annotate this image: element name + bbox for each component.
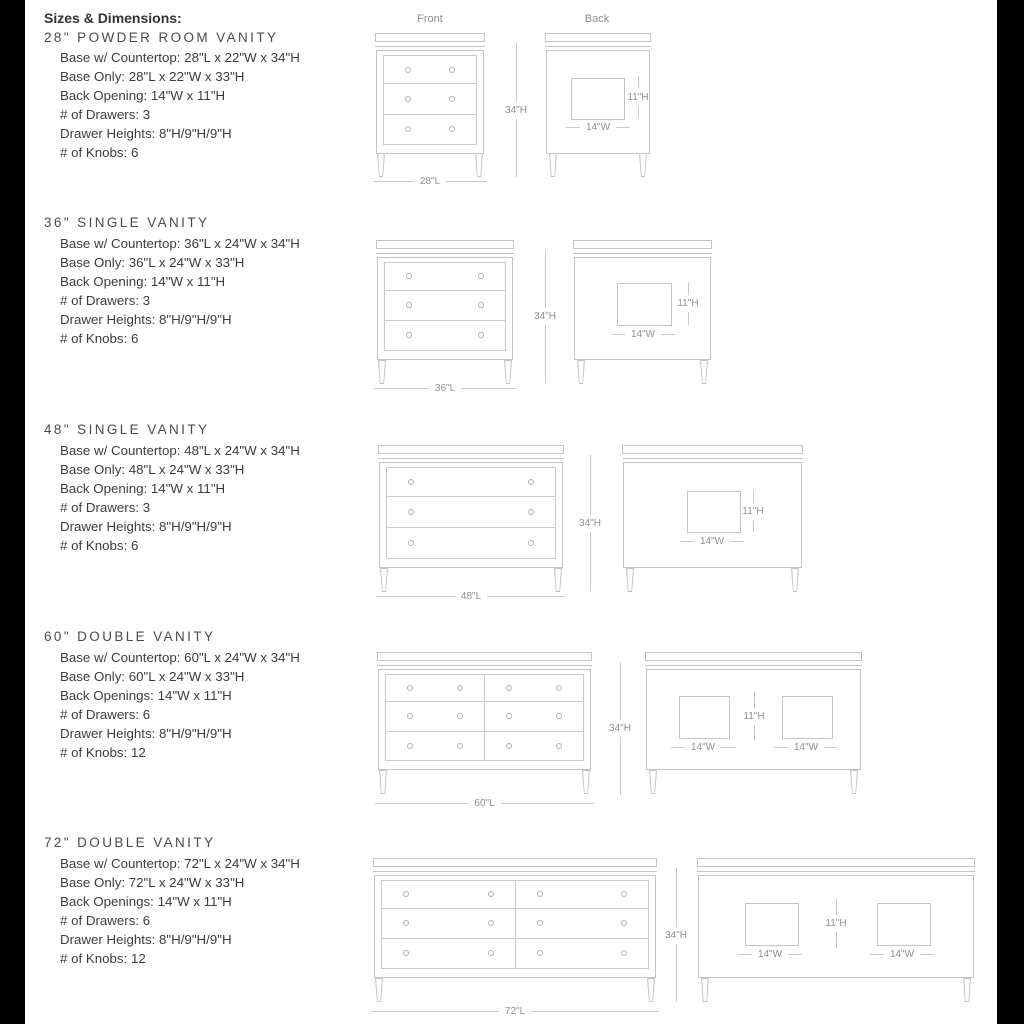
height-dimension <box>501 43 531 177</box>
sheet-heading: Sizes & Dimensions: <box>44 10 182 26</box>
cabinet-body <box>379 462 563 568</box>
drawer-front <box>385 321 505 350</box>
drawer-row <box>384 83 476 113</box>
leg <box>504 360 512 384</box>
countertop <box>622 445 803 454</box>
leg <box>475 153 483 177</box>
leg <box>700 360 708 384</box>
countertop-edge <box>645 665 862 666</box>
spec-line: # of Knobs: 6 <box>60 331 139 346</box>
height-dimension <box>661 868 691 1002</box>
spec-line: Base w/ Countertop: 72"L x 24"W x 34"H <box>60 856 300 871</box>
height-dimension-label: 34"H <box>534 311 556 322</box>
drawer-row <box>386 731 583 760</box>
drawer-front <box>386 675 484 701</box>
spec-line: # of Knobs: 12 <box>60 745 146 760</box>
opening-height-dimension <box>821 899 851 948</box>
drawer-row <box>385 320 505 350</box>
spec-line: # of Drawers: 3 <box>60 293 151 308</box>
spec-line: # of Drawers: 3 <box>60 107 151 122</box>
cabinet-body <box>374 875 656 978</box>
length-dimension <box>374 382 516 395</box>
drawer-front <box>382 939 515 968</box>
leg <box>582 770 590 794</box>
spec-line: Drawer Heights: 8"H/9"H/9"H <box>60 726 232 741</box>
leg <box>649 770 657 794</box>
height-dimension <box>530 250 560 383</box>
opening-height-dimension <box>673 282 703 325</box>
opening-width-label: 14"W <box>889 949 915 960</box>
length-dimension <box>375 797 594 810</box>
drawer-row <box>382 938 648 968</box>
spec-line: Back Opening: 14"W x 11"H <box>60 88 226 103</box>
countertop-edge <box>697 871 975 872</box>
leg <box>554 568 562 592</box>
view-label-back: Back <box>584 13 610 25</box>
spec-list <box>60 234 300 348</box>
back-opening <box>571 78 625 120</box>
length-dimension-label: 36"L <box>434 383 456 394</box>
countertop <box>545 33 651 42</box>
drawer-panel <box>386 467 556 559</box>
back-opening <box>745 903 799 946</box>
length-dimension <box>371 1005 659 1018</box>
opening-height-dimension <box>739 692 769 740</box>
opening-width-label: 14"W <box>757 949 783 960</box>
drawer-front <box>515 939 649 968</box>
drawer-front <box>515 881 649 908</box>
leg <box>963 978 971 1002</box>
drawer-front <box>385 291 505 320</box>
front-view <box>377 652 592 794</box>
drawer-front <box>484 675 583 701</box>
countertop-edge <box>373 871 657 872</box>
height-dimension <box>575 455 605 591</box>
opening-width-dimension <box>566 121 630 134</box>
opening-width-dimension <box>738 948 802 961</box>
spec-line: # of Knobs: 6 <box>60 538 139 553</box>
drawer-front <box>385 263 505 290</box>
leg <box>577 360 585 384</box>
drawer-row <box>382 908 648 938</box>
drawer-front <box>387 497 555 527</box>
height-dimension <box>605 662 635 795</box>
opening-height-label: 11"H <box>825 918 847 929</box>
leg <box>379 770 387 794</box>
countertop-edge <box>377 665 592 666</box>
opening-height-label: 11"H <box>627 91 649 103</box>
back-opening <box>782 696 833 739</box>
drawer-panel <box>384 262 506 351</box>
length-dimension <box>376 590 566 603</box>
opening-height-label: 11"H <box>742 505 764 517</box>
spec-list <box>60 441 300 555</box>
length-dimension-label: 72"L <box>504 1006 526 1017</box>
section-title: 36" SINGLE VANITY <box>44 215 210 230</box>
drawer-front <box>384 56 476 83</box>
drawer-front <box>384 115 476 144</box>
back-view <box>622 445 803 592</box>
leg <box>377 153 385 177</box>
drawer-row <box>386 675 583 701</box>
spec-line: Base Only: 28"L x 22"W x 33"H <box>60 69 245 84</box>
drawer-row <box>385 263 505 290</box>
spec-line: Drawer Heights: 8"H/9"H/9"H <box>60 312 232 327</box>
drawer-panel <box>383 55 477 145</box>
spec-line: Back Openings: 14"W x 11"H <box>60 894 232 909</box>
front-view <box>376 240 514 384</box>
drawer-front <box>387 468 555 496</box>
drawer-row <box>384 56 476 83</box>
cabinet-body <box>377 257 513 360</box>
leg <box>791 568 799 592</box>
drawer-front <box>382 909 515 938</box>
opening-width-label: 14"W <box>690 742 716 753</box>
spec-line: Base w/ Countertop: 28"L x 22"W x 34"H <box>60 50 300 65</box>
length-dimension-label: 48"L <box>460 591 482 602</box>
front-view <box>378 445 564 592</box>
section-title: 60" DOUBLE VANITY <box>44 629 216 644</box>
countertop <box>697 858 975 867</box>
spec-line: Base w/ Countertop: 48"L x 24"W x 34"H <box>60 443 300 458</box>
drawer-front <box>515 909 649 938</box>
opening-width-label: 14"W <box>585 122 611 133</box>
countertop-edge <box>375 46 485 47</box>
countertop <box>378 445 564 454</box>
drawer-panel <box>385 674 584 761</box>
spec-line: # of Knobs: 12 <box>60 951 146 966</box>
countertop-edge <box>376 253 514 254</box>
countertop <box>373 858 657 867</box>
countertop <box>645 652 862 661</box>
spec-line: Base Only: 36"L x 24"W x 33"H <box>60 255 245 270</box>
spec-line: Base w/ Countertop: 60"L x 24"W x 34"H <box>60 650 300 665</box>
countertop-edge <box>622 458 803 459</box>
spec-list <box>60 854 300 968</box>
spec-line: Back Opening: 14"W x 11"H <box>60 274 226 289</box>
drawer-panel <box>381 880 649 969</box>
height-dimension-label: 34"H <box>505 104 527 116</box>
drawer-front <box>386 702 484 730</box>
spec-line: # of Knobs: 6 <box>60 145 139 160</box>
drawer-row <box>386 701 583 730</box>
spec-line: Drawer Heights: 8"H/9"H/9"H <box>60 932 232 947</box>
opening-width-label: 14"W <box>793 742 819 753</box>
leg <box>375 978 383 1002</box>
spec-line: Back Opening: 14"W x 11"H <box>60 481 226 496</box>
drawer-front <box>382 881 515 908</box>
height-dimension-label: 34"H <box>579 517 601 529</box>
countertop <box>376 240 514 249</box>
opening-width-label: 14"W <box>699 536 725 547</box>
spec-list <box>60 48 300 162</box>
opening-height-label: 11"H <box>743 710 765 722</box>
length-dimension-label: 28"L <box>419 176 441 187</box>
front-view <box>373 858 657 1002</box>
leg <box>549 153 557 177</box>
cabinet-body <box>376 50 484 154</box>
spec-line: Base Only: 48"L x 24"W x 33"H <box>60 462 245 477</box>
front-view <box>375 33 485 177</box>
opening-width-dimension <box>611 328 675 341</box>
leg <box>850 770 858 794</box>
section-title: 72" DOUBLE VANITY <box>44 835 216 850</box>
drawer-row <box>387 496 555 527</box>
section-title: 48" SINGLE VANITY <box>44 422 210 437</box>
opening-width-dimension <box>774 741 838 754</box>
cabinet-body <box>623 462 802 568</box>
countertop <box>573 240 712 249</box>
drawer-row <box>387 527 555 558</box>
opening-width-dimension <box>680 535 744 548</box>
length-dimension-label: 60"L <box>474 798 495 809</box>
back-opening <box>877 903 931 946</box>
opening-width-dimension <box>870 948 934 961</box>
opening-width-label: 14"W <box>630 329 656 340</box>
leg <box>701 978 709 1002</box>
letterbox-bar-right <box>997 0 1024 1024</box>
countertop <box>377 652 592 661</box>
opening-height-label: 11"H <box>677 298 699 309</box>
back-opening <box>687 491 741 533</box>
drawer-row <box>387 468 555 496</box>
height-dimension-label: 34"H <box>609 723 631 734</box>
height-dimension-label: 34"H <box>665 929 687 941</box>
spec-line: # of Drawers: 3 <box>60 500 151 515</box>
letterbox-bar-left <box>0 0 25 1024</box>
view-label-front: Front <box>417 13 443 25</box>
leg <box>626 568 634 592</box>
cabinet-body <box>378 669 591 770</box>
drawer-front <box>484 702 583 730</box>
spec-line: # of Drawers: 6 <box>60 707 151 722</box>
spec-line: Drawer Heights: 8"H/9"H/9"H <box>60 126 232 141</box>
spec-line: Base w/ Countertop: 36"L x 24"W x 34"H <box>60 236 300 251</box>
spec-line: Base Only: 60"L x 24"W x 33"H <box>60 669 245 684</box>
countertop-edge <box>378 458 564 459</box>
drawer-front <box>484 732 583 760</box>
spec-line: Base Only: 72"L x 24"W x 33"H <box>60 875 245 890</box>
spec-list <box>60 648 300 762</box>
opening-height-dimension <box>623 76 653 118</box>
drawer-front <box>384 84 476 113</box>
drawer-row <box>385 290 505 320</box>
section-title: 28" POWDER ROOM VANITY <box>44 30 279 45</box>
leg <box>639 153 647 177</box>
leg <box>647 978 655 1002</box>
drawer-row <box>384 114 476 144</box>
opening-width-dimension <box>671 741 735 754</box>
spec-line: Back Openings: 14"W x 11"H <box>60 688 232 703</box>
countertop <box>375 33 485 42</box>
back-opening <box>617 283 672 326</box>
countertop-edge <box>545 46 651 47</box>
countertop-edge <box>573 253 712 254</box>
drawer-front <box>387 528 555 558</box>
spec-line: Drawer Heights: 8"H/9"H/9"H <box>60 519 232 534</box>
spec-line: # of Drawers: 6 <box>60 913 151 928</box>
back-opening <box>679 696 730 739</box>
leg <box>380 568 388 592</box>
opening-height-dimension <box>738 490 768 532</box>
drawer-front <box>386 732 484 760</box>
leg <box>378 360 386 384</box>
length-dimension <box>373 175 487 188</box>
drawer-row <box>382 881 648 908</box>
